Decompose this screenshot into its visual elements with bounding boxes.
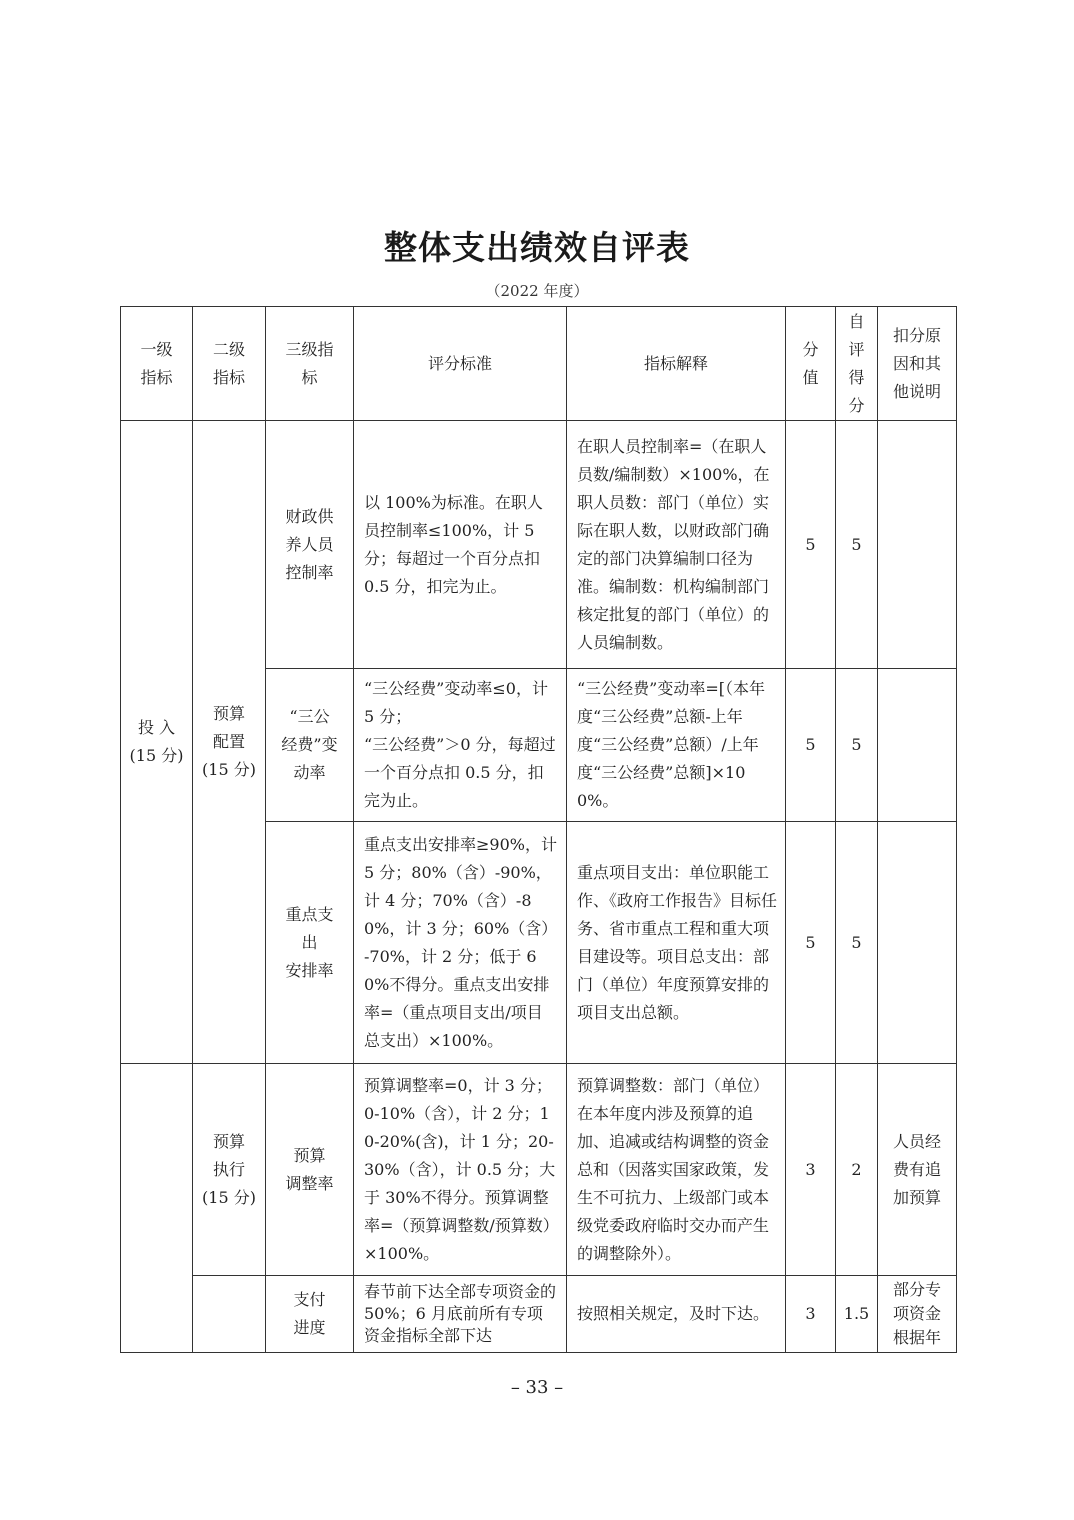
page-title: 整体支出绩效自评表 xyxy=(384,228,690,267)
table-row xyxy=(121,1276,957,1353)
level3-cell: 财政供 养人员 控制率 xyxy=(266,421,354,669)
criteria-cell: “三公经费”变动率≤0，计 5 分； “三公经费”＞0 分，每超过一个百分点扣 0.5 分，扣完为止。 xyxy=(354,669,567,822)
header-explanation: 指标解释 xyxy=(567,307,786,421)
criteria-cell: 预算调整率=0，计 3 分；0-10%（含），计 2 分；10-20%(含)，计 1 分；20-30%（含），计 0.5 分；大于 30%不得分。预算调整率=（预算调整数/预算数）×100%。 xyxy=(354,1064,567,1276)
page-subtitle: （2022 年度） xyxy=(485,282,589,300)
level1-cell: 投 入 (15 分) xyxy=(121,421,193,1064)
explanation-cell: 重点项目支出：单位职能工作、《政府工作报告》目标任务、省市重点工程和重大项目建设等。项目总支出：部门（单位）年度预算安排的项目支出总额。 xyxy=(567,822,786,1064)
level3-cell: 支付 进度 xyxy=(266,1276,354,1353)
header-level1: 一级 指标 xyxy=(121,307,193,421)
score-cell: 3 xyxy=(786,1276,836,1353)
score-cell: 5 xyxy=(786,669,836,822)
level3-cell: 重点支 出 安排率 xyxy=(266,822,354,1064)
level2-cell: 预算 执行 (15 分) xyxy=(193,1064,266,1276)
criteria-cell: 春节前下达全部专项资金的 50%；6 月底前所有专项资金指标全部下达 xyxy=(354,1276,567,1353)
header-row xyxy=(121,307,957,421)
header-self-score: 自 评 得 分 xyxy=(836,307,878,421)
remarks-cell: 部分专 项资金 根据年 xyxy=(878,1276,957,1353)
score-cell: 3 xyxy=(786,1064,836,1276)
remarks-cell xyxy=(878,669,957,822)
explanation-cell: 在职人员控制率=（在职人员数/编制数）×100%，在职人员数：部门（单位）实际在职人数，以财政部门确定的部门决算编制口径为准。编制数：机构编制部门核定批复的部门（单位）的人员编制数。 xyxy=(567,421,786,669)
page-number: – 33 – xyxy=(510,1377,564,1398)
explanation-cell: “三公经费”变动率=[（本年度“三公经费”总额-上年度“三公经费”总额）/上年度“三公经费”总额]×100%。 xyxy=(567,669,786,822)
explanation-cell: 按照相关规定，及时下达。 xyxy=(567,1276,786,1353)
header-remarks: 扣分原 因和其 他说明 xyxy=(878,307,957,421)
self-score-cell: 1.5 xyxy=(836,1276,878,1353)
level3-cell: “三公 经费”变 动率 xyxy=(266,669,354,822)
remarks-cell: 人员经 费有追 加预算 xyxy=(878,1064,957,1276)
score-cell: 5 xyxy=(786,421,836,669)
level2-cell-continued xyxy=(193,1276,266,1353)
header-level2: 二级 指标 xyxy=(193,307,266,421)
level3-cell: 预算 调整率 xyxy=(266,1064,354,1276)
header-criteria: 评分标准 xyxy=(354,307,567,421)
self-score-cell: 5 xyxy=(836,822,878,1064)
explanation-cell: 预算调整数：部门（单位）在本年度内涉及预算的追加、追减或结构调整的资金总和（因落实国家政策，发生不可抗力、上级部门或本级党委政府临时交办而产生的调整除外）。 xyxy=(567,1064,786,1276)
header-score: 分 值 xyxy=(786,307,836,421)
table-row xyxy=(121,1064,957,1276)
criteria-cell: 以 100%为标准。在职人员控制率≤100%，计 5 分；每超过一个百分点扣 0.5 分，扣完为止。 xyxy=(354,421,567,669)
self-score-cell: 5 xyxy=(836,421,878,669)
level2-cell: 预算 配置 (15 分) xyxy=(193,421,266,1064)
self-score-cell: 5 xyxy=(836,669,878,822)
remarks-cell xyxy=(878,421,957,669)
self-score-cell: 2 xyxy=(836,1064,878,1276)
header-level3: 三级指 标 xyxy=(266,307,354,421)
level1-cell xyxy=(121,1064,193,1353)
table-row xyxy=(121,421,957,669)
score-cell: 5 xyxy=(786,822,836,1064)
remarks-cell xyxy=(878,822,957,1064)
criteria-cell: 重点支出安排率≥90%，计 5 分；80%（含）-90%，计 4 分；70%（含）-80%，计 3 分；60%（含）-70%，计 2 分；低于 60%不得分。重点支出安排率=（重点项目支出/项目总支出）×100%。 xyxy=(354,822,567,1064)
performance-table xyxy=(120,306,957,1353)
